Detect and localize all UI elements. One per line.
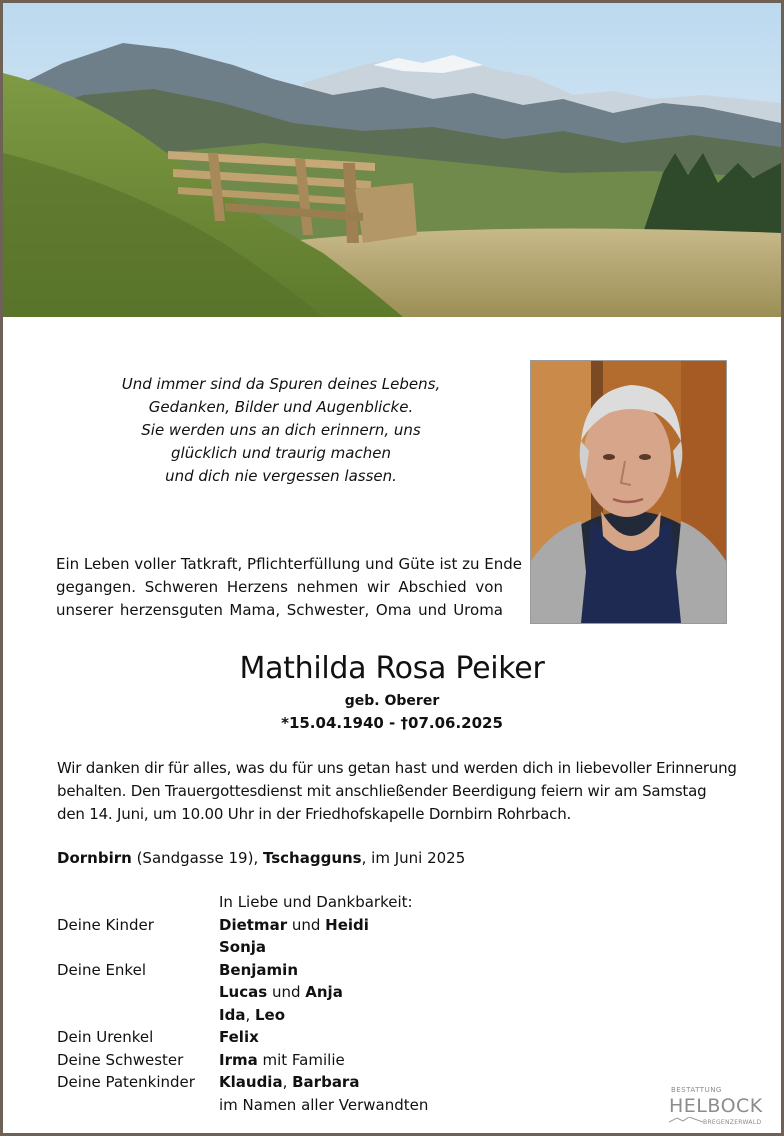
funeral-home-logo xyxy=(667,1086,773,1130)
relation-label: Deine Kinder xyxy=(57,915,154,934)
person-name: Leo xyxy=(255,1005,286,1024)
date-text: , im Juni 2025 xyxy=(361,849,466,867)
separator: , xyxy=(245,1005,255,1024)
separator: , xyxy=(282,1073,293,1091)
person-name: Ida xyxy=(219,1005,246,1024)
service-line: den 14. Juni, um 10.00 Uhr in der Friedhofskapelle Dornbirn Rohrbach. xyxy=(57,805,572,823)
person-name: Dietmar xyxy=(219,915,288,934)
logo-wordmark: HELBOCK xyxy=(669,1095,763,1117)
person-name: Felix xyxy=(219,1028,259,1046)
conjunction: und xyxy=(267,983,306,1001)
landscape-photo xyxy=(3,3,781,317)
life-dates: *15.04.1940 - †07.06.2025 xyxy=(281,714,503,732)
service-line: Wir danken dir für alles, was du für uns getan hast und werden dich in liebevoller Erinnerung xyxy=(57,759,737,777)
person-name: Sonja xyxy=(219,938,267,956)
portrait-photo xyxy=(530,360,727,624)
address: (Sandgasse 19), xyxy=(131,849,263,867)
suffix-text: mit Familie xyxy=(257,1050,345,1069)
person-name: Anja xyxy=(305,983,343,1001)
person-name: Heidi xyxy=(325,915,369,934)
service-info xyxy=(57,757,737,826)
conjunction: und xyxy=(287,915,326,934)
poem-line: glücklich und traurig machen xyxy=(171,444,391,462)
mountain-line-icon xyxy=(669,1117,703,1123)
poem-line: Und immer sind da Spuren deines Lebens, xyxy=(121,375,441,393)
relatives-line: im Namen aller Verwandten xyxy=(219,1095,429,1114)
intro-line: gegangen. Schweren Herzens nehmen wir Abschied von xyxy=(56,578,503,596)
relation-label: Deine Enkel xyxy=(57,960,146,979)
intro-line: Ein Leben voller Tatkraft, Pflichterfüllung und Güte ist zu Ende xyxy=(56,555,522,573)
logo-line-3: BREGENZERWALD xyxy=(703,1119,762,1126)
person-name: Lucas xyxy=(219,983,268,1001)
poem-line: und dich nie vergessen lassen. xyxy=(165,467,397,485)
logo-line-1: BESTATTUNG xyxy=(671,1086,722,1094)
person-name: Barbara xyxy=(292,1073,360,1091)
relation-label: Deine Patenkinder xyxy=(57,1073,195,1091)
place-and-date xyxy=(57,847,465,869)
person-name: Benjamin xyxy=(219,960,298,979)
poem-line: Sie werden uns an dich erinnern, uns xyxy=(141,421,421,439)
relation-label: Deine Schwester xyxy=(57,1050,184,1069)
person-name: Klaudia xyxy=(219,1073,283,1091)
deceased-name: Mathilda Rosa Peiker xyxy=(239,651,545,686)
intro-text xyxy=(56,553,522,622)
person-name: Irma xyxy=(219,1050,258,1069)
memorial-poem xyxy=(63,373,499,488)
closing-line: In Liebe und Dankbarkeit: xyxy=(219,893,413,911)
relation-label: Dein Urenkel xyxy=(57,1028,154,1046)
birth-name: geb. Oberer xyxy=(344,693,440,709)
town-tschagguns: Tschagguns xyxy=(262,849,362,867)
service-line: behalten. Den Trauergottesdienst mit anschließender Beerdigung feiern wir am Samstag xyxy=(57,782,707,800)
poem-line: Gedanken, Bilder und Augenblicke. xyxy=(148,398,414,416)
intro-line: unserer herzensguten Mama, Schwester, Oma und Uroma xyxy=(56,601,503,619)
town-dornbirn: Dornbirn xyxy=(57,849,132,867)
